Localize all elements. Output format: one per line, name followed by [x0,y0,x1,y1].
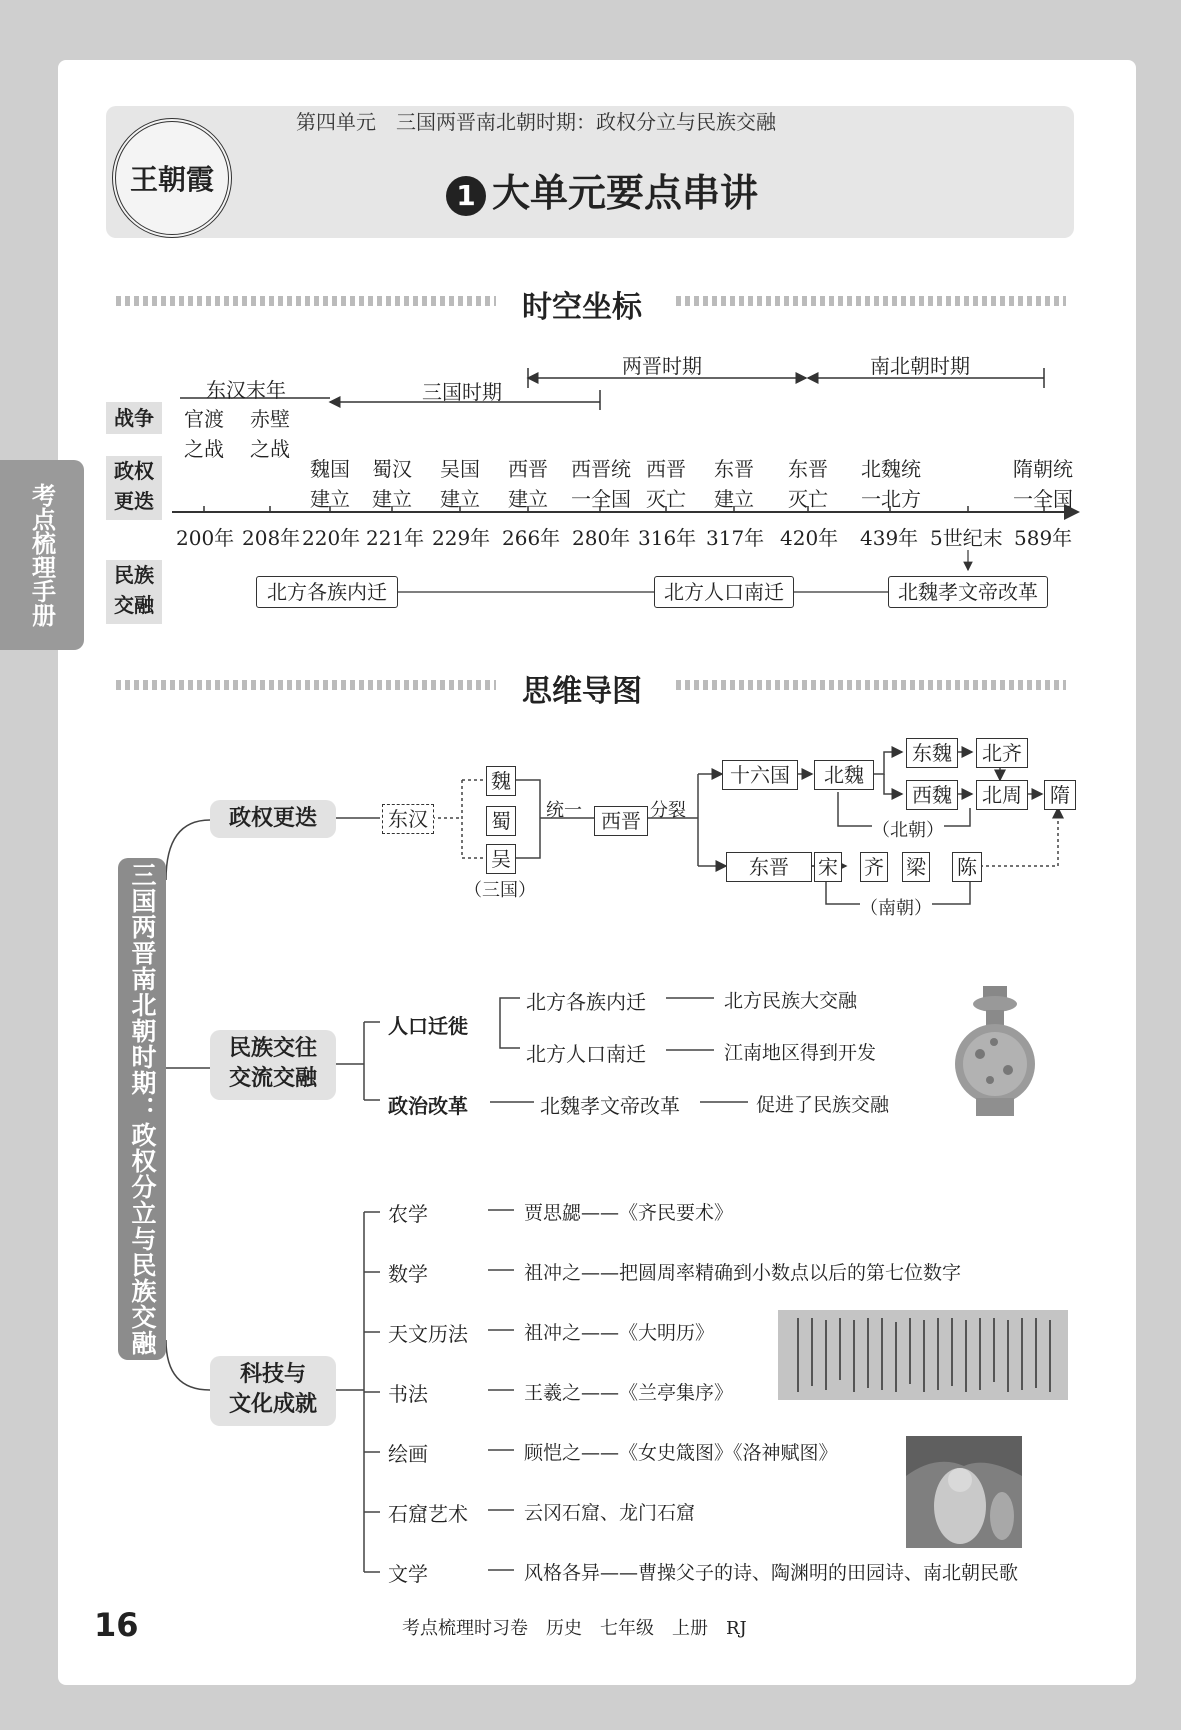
unit-title: 第四单元 三国两晋南北朝时期：政权分立与民族交融 [296,110,776,134]
reform-xiaowen: 北魏孝文帝改革 [540,1094,680,1118]
branch-culture-line1: 科技与 [239,1362,306,1387]
year-229: 229年 [432,526,491,550]
year-280: 280年 [572,526,631,550]
migration-north: 北方各族内迁 [526,990,646,1014]
node-wu: 吴 [486,844,516,874]
culture-field-literature: 文学 [388,1562,428,1586]
period-donghan: 东汉末年 [206,378,286,402]
regime-xijin-fall: 西晋灭亡 [646,457,686,511]
mindmap-title: 思维导图 [522,674,642,709]
node-sui: 隋 [1044,780,1076,810]
node-beizhou: 北周 [976,780,1028,810]
mindmap-root: 三国两晋南北朝时期：政权分立与民族交融 [118,858,166,1360]
culture-content-agriculture: 贾思勰——《齐民要术》 [524,1202,734,1224]
year-5th-century: 5世纪末 [930,526,1003,550]
node-dongwei: 东魏 [906,738,958,768]
culture-field-painting: 绘画 [388,1442,428,1466]
node-dongjin: 东晋 [726,852,812,882]
year-208: 208年 [242,526,301,550]
label-nanchao: （南朝） [860,894,932,920]
node-qi: 齐 [860,852,888,882]
war-guandu: 官渡之战 [184,407,224,461]
label-tongyi: 统一 [546,800,582,821]
reform-result: 促进了民族交融 [756,1094,890,1116]
side-tab: 考点梳理手册 [0,460,84,650]
culture-content-grotto: 云冈石窟、龙门石窟 [524,1502,696,1524]
calligraphy-scroll-icon [778,1310,1068,1400]
regime-shuhan: 蜀汉建立 [372,457,412,511]
node-song: 宋 [814,852,842,882]
period-nanbei: 南北朝时期 [870,354,970,378]
row-label-regime-text: 政权更迭 [114,459,154,513]
year-221: 221年 [366,526,425,550]
regime-sui: 隋朝统一全国 [1013,457,1073,511]
section-title-text: 大单元要点串讲 [492,171,759,215]
timeline-title: 时空坐标 [522,290,642,325]
label-fenlie: 分裂 [650,800,686,821]
regime-wei: 魏国建立 [310,457,350,511]
culture-field-math: 数学 [388,1262,428,1286]
node-wei: 魏 [486,766,516,796]
node-shu: 蜀 [486,806,516,836]
node-xijin: 西晋 [594,806,648,836]
vase-icon [950,980,1040,1120]
page-number: 16 [94,1606,139,1644]
branch-ethnic-fusion-line1: 民族交往 [228,1036,317,1061]
label-sanguo: （三国） [464,880,536,901]
sub-political-reform: 政治改革 [388,1094,468,1118]
footer-text: 考点梳理时习卷 历史 七年级 上册 RJ [402,1618,747,1639]
culture-content-math: 祖冲之——把圆周率精确到小数点以后的第七位数字 [524,1262,962,1284]
regime-dongjin: 东晋建立 [714,457,754,511]
regime-xijin-unify: 西晋统一全国 [571,457,631,511]
row-label-war: 战争 [106,402,162,434]
branch-ethnic-fusion-line2: 交流交融 [228,1066,317,1091]
node-xiwei: 西魏 [906,780,958,810]
branch-culture-line2: 文化成就 [228,1392,317,1417]
logo-text: 王朝霞 [129,163,214,196]
year-420: 420年 [780,526,839,550]
year-317: 317年 [706,526,765,550]
culture-field-calligraphy: 书法 [388,1382,428,1406]
label-beichao: （北朝） [872,816,944,842]
buddha-statue-icon [906,1436,1022,1548]
node-beiqi: 北齐 [976,738,1028,768]
node-donghan: 东汉 [382,804,434,834]
culture-field-agriculture: 农学 [388,1202,428,1226]
migration-south: 北方人口南迁 [526,1042,646,1066]
branch-culture [210,1356,336,1426]
section-number: 1 [446,176,486,216]
node-liang: 梁 [902,852,930,882]
fusion-xiaowen-reform: 北魏孝文帝改革 [888,576,1048,608]
fusion-north-migrate: 北方各族内迁 [256,576,398,608]
node-chen: 陈 [952,852,982,882]
branch-regime-change: 政权更迭 [210,800,336,838]
regime-wu: 吴国建立 [440,457,480,511]
lanting-scroll-image [778,1310,1068,1400]
celadon-vase-image [950,980,1040,1120]
period-liangjin: 两晋时期 [622,354,702,378]
regime-beiwei: 北魏统一北方 [861,457,921,511]
culture-field-astronomy: 天文历法 [388,1322,468,1346]
migration-north-result: 北方民族大交融 [724,990,858,1012]
node-beiwei: 北魏 [814,760,874,790]
year-200: 200年 [176,526,235,550]
culture-content-literature: 风格各异——曹操父子的诗、陶渊明的田园诗、南北朝民歌 [524,1562,1019,1584]
regime-dongjin-fall: 东晋灭亡 [788,457,828,511]
culture-content-calligraphy: 王羲之——《兰亭集序》 [524,1382,734,1404]
culture-content-painting: 顾恺之——《女史箴图》《洛神赋图》 [524,1442,838,1464]
war-chibi: 赤壁之战 [250,407,290,461]
node-shiliuguo: 十六国 [722,760,798,790]
yungang-grotto-image [906,1436,1022,1548]
year-589: 589年 [1014,526,1073,550]
year-316: 316年 [638,526,697,550]
year-220: 220年 [302,526,361,550]
year-266: 266年 [502,526,561,550]
regime-xijin: 西晋建立 [508,457,548,511]
branch-ethnic-fusion [210,1030,336,1100]
sub-migration: 人口迁徙 [388,1014,468,1038]
culture-field-grotto: 石窟艺术 [388,1502,468,1526]
year-439: 439年 [860,526,919,550]
culture-content-astronomy: 祖冲之——《大明历》 [524,1322,715,1344]
migration-south-result: 江南地区得到开发 [724,1042,877,1064]
row-label-fusion-text: 民族交融 [114,563,154,617]
period-sanguo: 三国时期 [422,380,502,404]
fusion-south-migrate: 北方人口南迁 [654,576,794,608]
